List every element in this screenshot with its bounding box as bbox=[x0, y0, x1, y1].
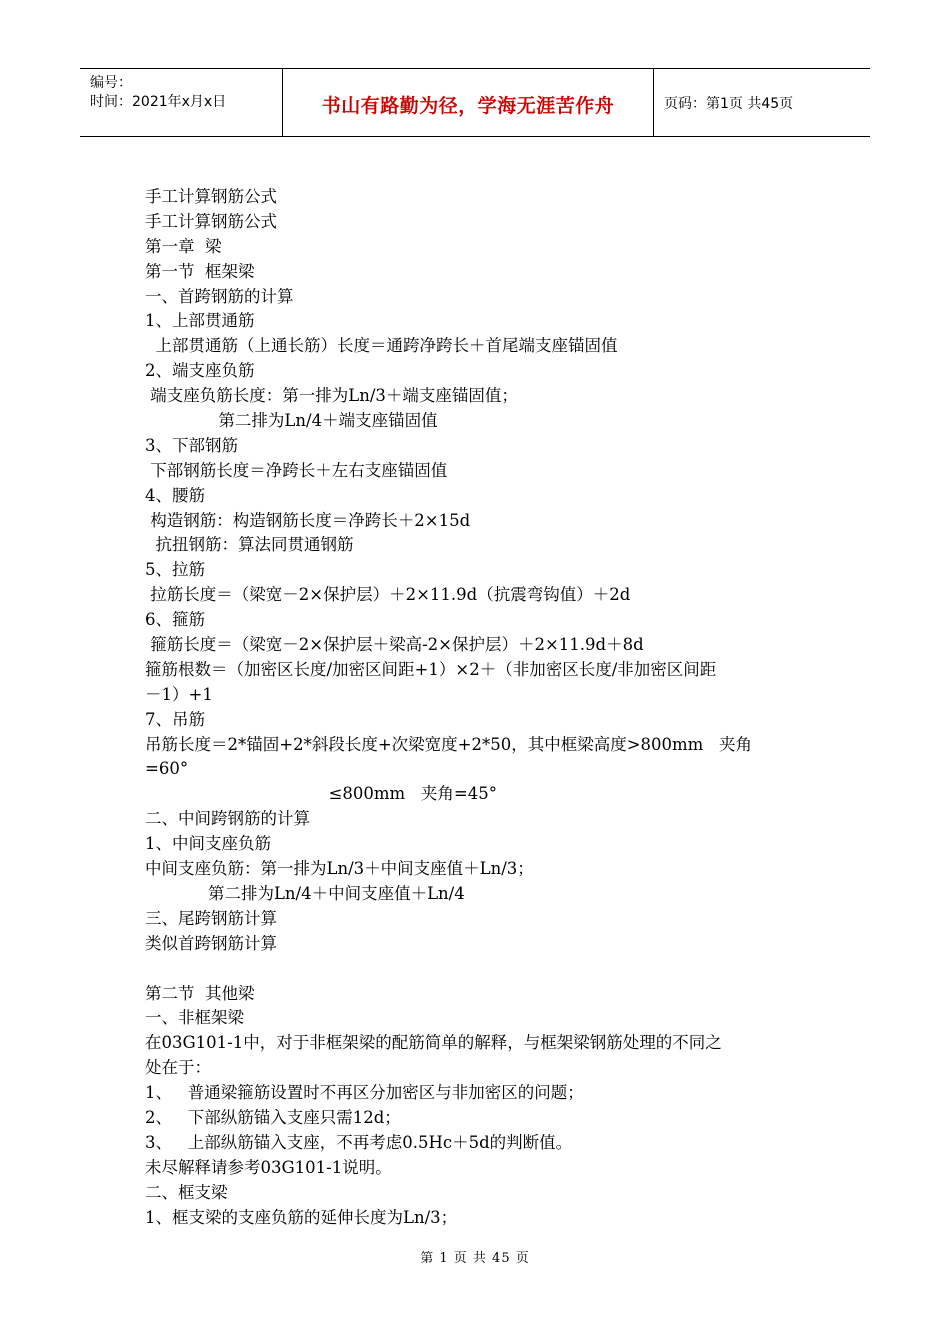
text-line: 中间支座负筋：第一排为Ln/3＋中间支座值＋Ln/3； bbox=[145, 859, 534, 879]
document-number: 编号： bbox=[90, 75, 132, 91]
text-line: 2、端支座负筋 bbox=[145, 361, 255, 381]
text-line: 手工计算钢筋公式 bbox=[145, 211, 277, 231]
text-line: 第一节 框架梁 bbox=[145, 261, 255, 281]
text-line: 二、框支梁 bbox=[145, 1182, 228, 1202]
text-line: 1、中间支座负筋 bbox=[145, 834, 271, 854]
text-line: 下部钢筋长度＝净跨长＋左右支座锚固值 bbox=[145, 460, 448, 480]
text-line: 6、箍筋 bbox=[145, 610, 205, 630]
text-line: 手工计算钢筋公式 bbox=[145, 187, 277, 206]
text-line: 构造钢筋：构造钢筋长度＝净跨长＋2×15d bbox=[145, 510, 471, 530]
text-line: 未尽解释请参考03G101-1说明。 bbox=[145, 1157, 392, 1177]
page-header bbox=[80, 68, 870, 137]
document-date: 时间：2021年x月x日 bbox=[90, 94, 227, 110]
text-line: 7、吊筋 bbox=[145, 709, 205, 729]
text-line: 三、尾跨钢筋计算 bbox=[145, 908, 277, 928]
text-line: 2、 下部纵筋锚入支座只需12d； bbox=[145, 1107, 401, 1127]
text-line: 端支座负筋长度：第一排为Ln/3＋端支座锚固值； bbox=[145, 386, 518, 406]
header-motto-cell bbox=[283, 69, 654, 136]
text-line: 箍筋根数＝（加密区长度/加密区间距+1）×2＋（非加密区长度/非加密区间距 bbox=[145, 659, 717, 679]
text-line: 在03G101-1中，对于非框架梁的配筋简单的解释，与框架梁钢筋处理的不同之 bbox=[145, 1033, 722, 1053]
text-line: 3、 上部纵筋锚入支座，不再考虑0.5Hc＋5d的判断值。 bbox=[145, 1132, 573, 1152]
text-line: 类似首跨钢筋计算 bbox=[145, 933, 277, 953]
header-motto: 书山有路勤为径，学海无涯苦作舟 bbox=[321, 95, 615, 117]
header-info-cell bbox=[80, 69, 283, 136]
text-line: 上部贯通筋（上通长筋）长度＝通跨净跨长＋首尾端支座锚固值 bbox=[145, 336, 618, 356]
text-line: ≤800mm 夹角=45° bbox=[145, 784, 497, 804]
text-line: －1）+1 bbox=[145, 684, 213, 704]
text-line: 箍筋长度＝（梁宽－2×保护层＋梁高-2×保护层）＋2×11.9d＋8d bbox=[145, 635, 644, 655]
text-line: 3、下部钢筋 bbox=[145, 435, 238, 455]
header-page-info: 页码：第1页 共45页 bbox=[664, 96, 794, 112]
text-line: 第二排为Ln/4＋中间支座值＋Ln/4 bbox=[145, 883, 465, 903]
header-page-cell bbox=[654, 69, 870, 136]
text-line: 1、上部贯通筋 bbox=[145, 311, 255, 331]
text-line: 1、框支梁的支座负筋的延伸长度为Ln/3； bbox=[145, 1207, 458, 1227]
text-line: 第一章 梁 bbox=[145, 236, 222, 256]
text-line: 一、非框架梁 bbox=[145, 1008, 244, 1028]
text-line: 吊筋长度＝2*锚固+2*斜段长度+次梁宽度+2*50，其中框梁高度>800mm 夹角 bbox=[145, 734, 753, 754]
text-line: 第二排为Ln/4＋端支座锚固值 bbox=[145, 411, 438, 431]
text-line: 处在于： bbox=[145, 1058, 211, 1078]
text-line: 抗扭钢筋：算法同贯通钢筋 bbox=[145, 535, 354, 555]
text-line: 二、中间跨钢筋的计算 bbox=[145, 809, 310, 829]
text-line: 4、腰筋 bbox=[145, 485, 205, 505]
document-body bbox=[145, 185, 815, 1230]
text-line: 拉筋长度＝（梁宽－2×保护层）＋2×11.9d（抗震弯钩值）＋2d bbox=[145, 585, 631, 605]
text-line bbox=[145, 957, 815, 982]
text-line: 一、首跨钢筋的计算 bbox=[145, 286, 294, 306]
page-footer: 第 1 页 共 45 页 bbox=[420, 1251, 530, 1266]
text-line: 5、拉筋 bbox=[145, 560, 205, 580]
text-line: 第二节 其他梁 bbox=[145, 983, 255, 1003]
text-line: 1、 普通梁箍筋设置时不再区分加密区与非加密区的问题； bbox=[145, 1083, 584, 1103]
text-line: =60° bbox=[145, 759, 189, 779]
